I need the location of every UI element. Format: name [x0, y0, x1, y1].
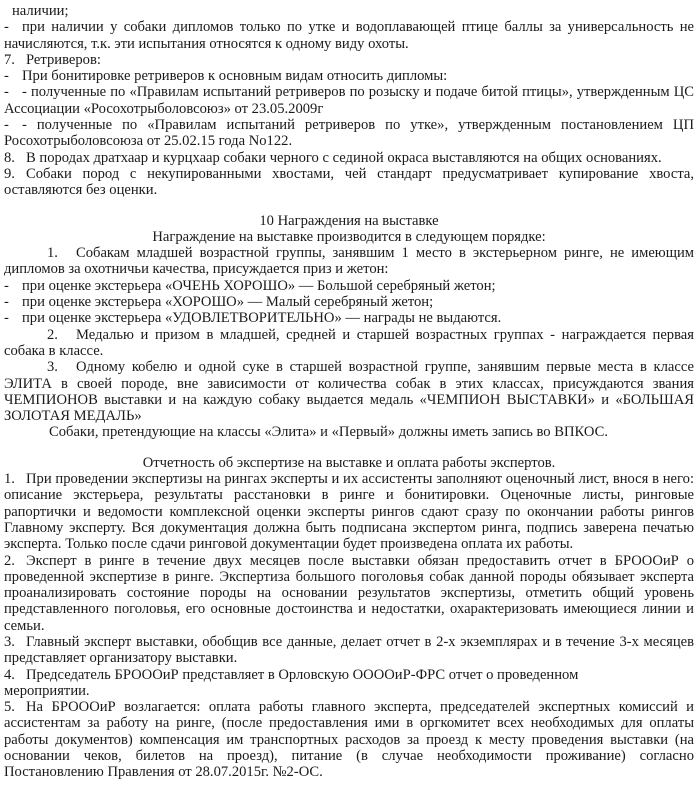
reporting-item-numbered — [4, 471, 694, 552]
list-item-text: Собакам младшей возрастной группы, занявшим 1 место в экстерьерном ринге, не имеющим дипломов за охотничьи качества, присуждается приз и жетон: — [4, 245, 694, 278]
list-item-numbered — [4, 150, 694, 166]
list-item-dash — [4, 19, 694, 52]
list-marker: - — [4, 310, 9, 327]
list-item-text: При проведении экспертизы на рингах эксперты и их ассистенты заполняют оценочный лист, внося в него: описание экстерьера, результаты расстановки в ринге и бонитировки. Оценочные листы, ринговые рапортички и ведомости комплексной оценки эксперты рингов сдают сразу по окончании работы рингов Главному эксперту. Вся документация должна быть подписана экспертом ринга, подпись заверена печатью эксперта. Только после сдачи ринговой документации будет произведена оплата их работы. — [4, 471, 694, 553]
list-item-text: Эксперт в ринге в течение двух месяцев после выставки обязан предоставить отчет в БРОООиР о проведенной экспертизе в ринге. Экспертиза большого поголовья собак данной породы обязывает эксперта проанализировать состояние породы на основании результатов экспертизы, отметить общий уровень представленного поголовья, его основные достоинства и недостатки, охарактеризовать имеющиеся линии и семьи. — [4, 552, 694, 634]
section-subtitle-text: Награждение на выставке производится в следующем порядке: — [152, 228, 546, 245]
list-marker: - — [4, 117, 9, 134]
awards-item-numbered — [4, 327, 694, 360]
list-item-text: В породах дратхаар и курцхаар собаки черного с сединой окраса выставляются на общих основаниях. — [26, 149, 662, 166]
blank-line — [4, 199, 694, 213]
list-item-numbered — [4, 52, 694, 68]
list-item-text: Собаки пород с некупированными хвостами, чей стандарт предусматривает купирование хвоста, оставляются без оценки. — [4, 165, 694, 199]
list-marker: 8. — [4, 149, 15, 166]
list-item-text: - полученные по «Правилам испытаний ретриверов по утке», утвержденным постановлением ЦП Росохотрыболовсоюза от 25.02.15 года No122. — [4, 117, 694, 150]
list-marker: - — [4, 19, 9, 36]
list-item-text: при оценке экстерьера «УДОВЛЕТВОРИТЕЛЬНО» — награды не выдаются. — [22, 310, 502, 327]
list-marker: 2. — [4, 552, 15, 569]
awards-item-numbered — [4, 245, 694, 278]
reporting-item-numbered — [4, 553, 694, 634]
list-item-text: при оценке экстерьера «ХОРОШО» — Малый серебряный жетон; — [22, 294, 434, 311]
list-item-dash — [4, 117, 694, 150]
list-marker: 1. — [47, 245, 58, 262]
awards-note — [4, 424, 694, 440]
list-item-dash — [4, 68, 694, 84]
blank-line — [4, 441, 694, 455]
list-marker: - — [4, 294, 9, 311]
section-title-reporting — [4, 455, 694, 471]
paragraph-text: Собаки, претендующие на классы «Элита» и «Первый» должны иметь запись во ВПКОС. — [49, 424, 608, 441]
list-item-text: Одному кобелю и одной суке в старшей возрастной группе, занявшим первые места в классе ЭЛИТА в своей породе, вне зависимости от количества собак в этих классах, присуждаются звания ЧЕМПИОНОВ выставки и на каждую собаку выдается медаль «ЧЕМПИОН ВЫСТАВКИ» и «БОЛЬШАЯ ЗОЛОТАЯ МЕДАЛЬ» — [4, 359, 694, 425]
list-item-text: При бонитировке ретриверов к основным видам относить дипломы: — [22, 68, 448, 85]
list-marker: - — [4, 84, 9, 101]
paragraph-text: наличии; — [12, 3, 69, 19]
section-subtitle-awards — [4, 229, 694, 245]
list-marker: 5. — [4, 699, 15, 716]
awards-item-dash — [4, 310, 694, 326]
section-title-text: Отчетность об экспертизе на выставке и оплата работы экспертов. — [142, 454, 556, 471]
list-item-text: На БРОООиР возлагается: оплата работы главного эксперта, председателей экспертных комиссий и ассистентам за работу на ринге, (после предоставления ими в оргкомитет всех необходимых для оплаты работы документов) компенсация им транспортных расходов за проезд к месту проведения выставки (на основании чеков, билетов на проезд), питание (в случае необходимости проживание) согласно Постановлению Правления от 28.07.2015г. №2-ОС. — [4, 699, 694, 781]
list-marker: 1. — [4, 471, 15, 488]
list-item-text: - полученные по «Правилам испытаний ретриверов по розыску и подаче битой птицы», утвержденным ЦС Ассоциации «Росохотрыболовсоюз» от 23.05.2009г — [4, 84, 694, 117]
reporting-item-numbered — [4, 699, 694, 780]
reporting-item-numbered — [4, 634, 694, 667]
list-marker: 2. — [47, 326, 58, 343]
list-item-dash — [4, 84, 694, 117]
section-title-awards — [4, 213, 694, 229]
list-item-text: Председатель БРОООиР представляет в Орловскую ООООиР-ФРС отчет о проведенном — [26, 666, 579, 683]
reporting-item-numbered — [4, 667, 694, 700]
paragraph-fragment — [4, 3, 694, 19]
awards-item-numbered — [4, 359, 694, 424]
list-marker: 3. — [4, 633, 15, 650]
list-item-numbered — [4, 166, 694, 199]
list-marker: - — [4, 68, 9, 85]
list-item-text: Главный эксперт выставки, обобщив все данные, делает отчет в 2-х экземплярах и в течение 3-х месяцев представляет организатору выставки. — [4, 633, 694, 667]
list-item-text: при наличии у собаки дипломов только по утке и водоплавающей птице баллы за универсальность не начисляются, т.к. эти испытания относятся к одному виду охоты. — [4, 19, 694, 52]
list-item-text-continuation: мероприятии. — [4, 682, 90, 699]
list-marker: - — [4, 277, 9, 294]
awards-item-dash — [4, 294, 694, 310]
list-item-text: Ретриверов: — [26, 51, 101, 68]
list-item-text: Медалью и призом в младшей, средней и старшей возрастных группах - награждается первая собака в классе. — [4, 326, 694, 359]
list-marker: 9. — [4, 165, 15, 182]
list-marker: 4. — [4, 666, 15, 683]
section-title-text: 10 Награждения на выставке — [259, 212, 439, 229]
list-marker: 7. — [4, 51, 15, 68]
list-marker: 3. — [47, 359, 58, 376]
awards-item-dash — [4, 278, 694, 294]
list-item-text: при оценке экстерьера «ОЧЕНЬ ХОРОШО» — Большой серебряный жетон; — [22, 277, 496, 294]
